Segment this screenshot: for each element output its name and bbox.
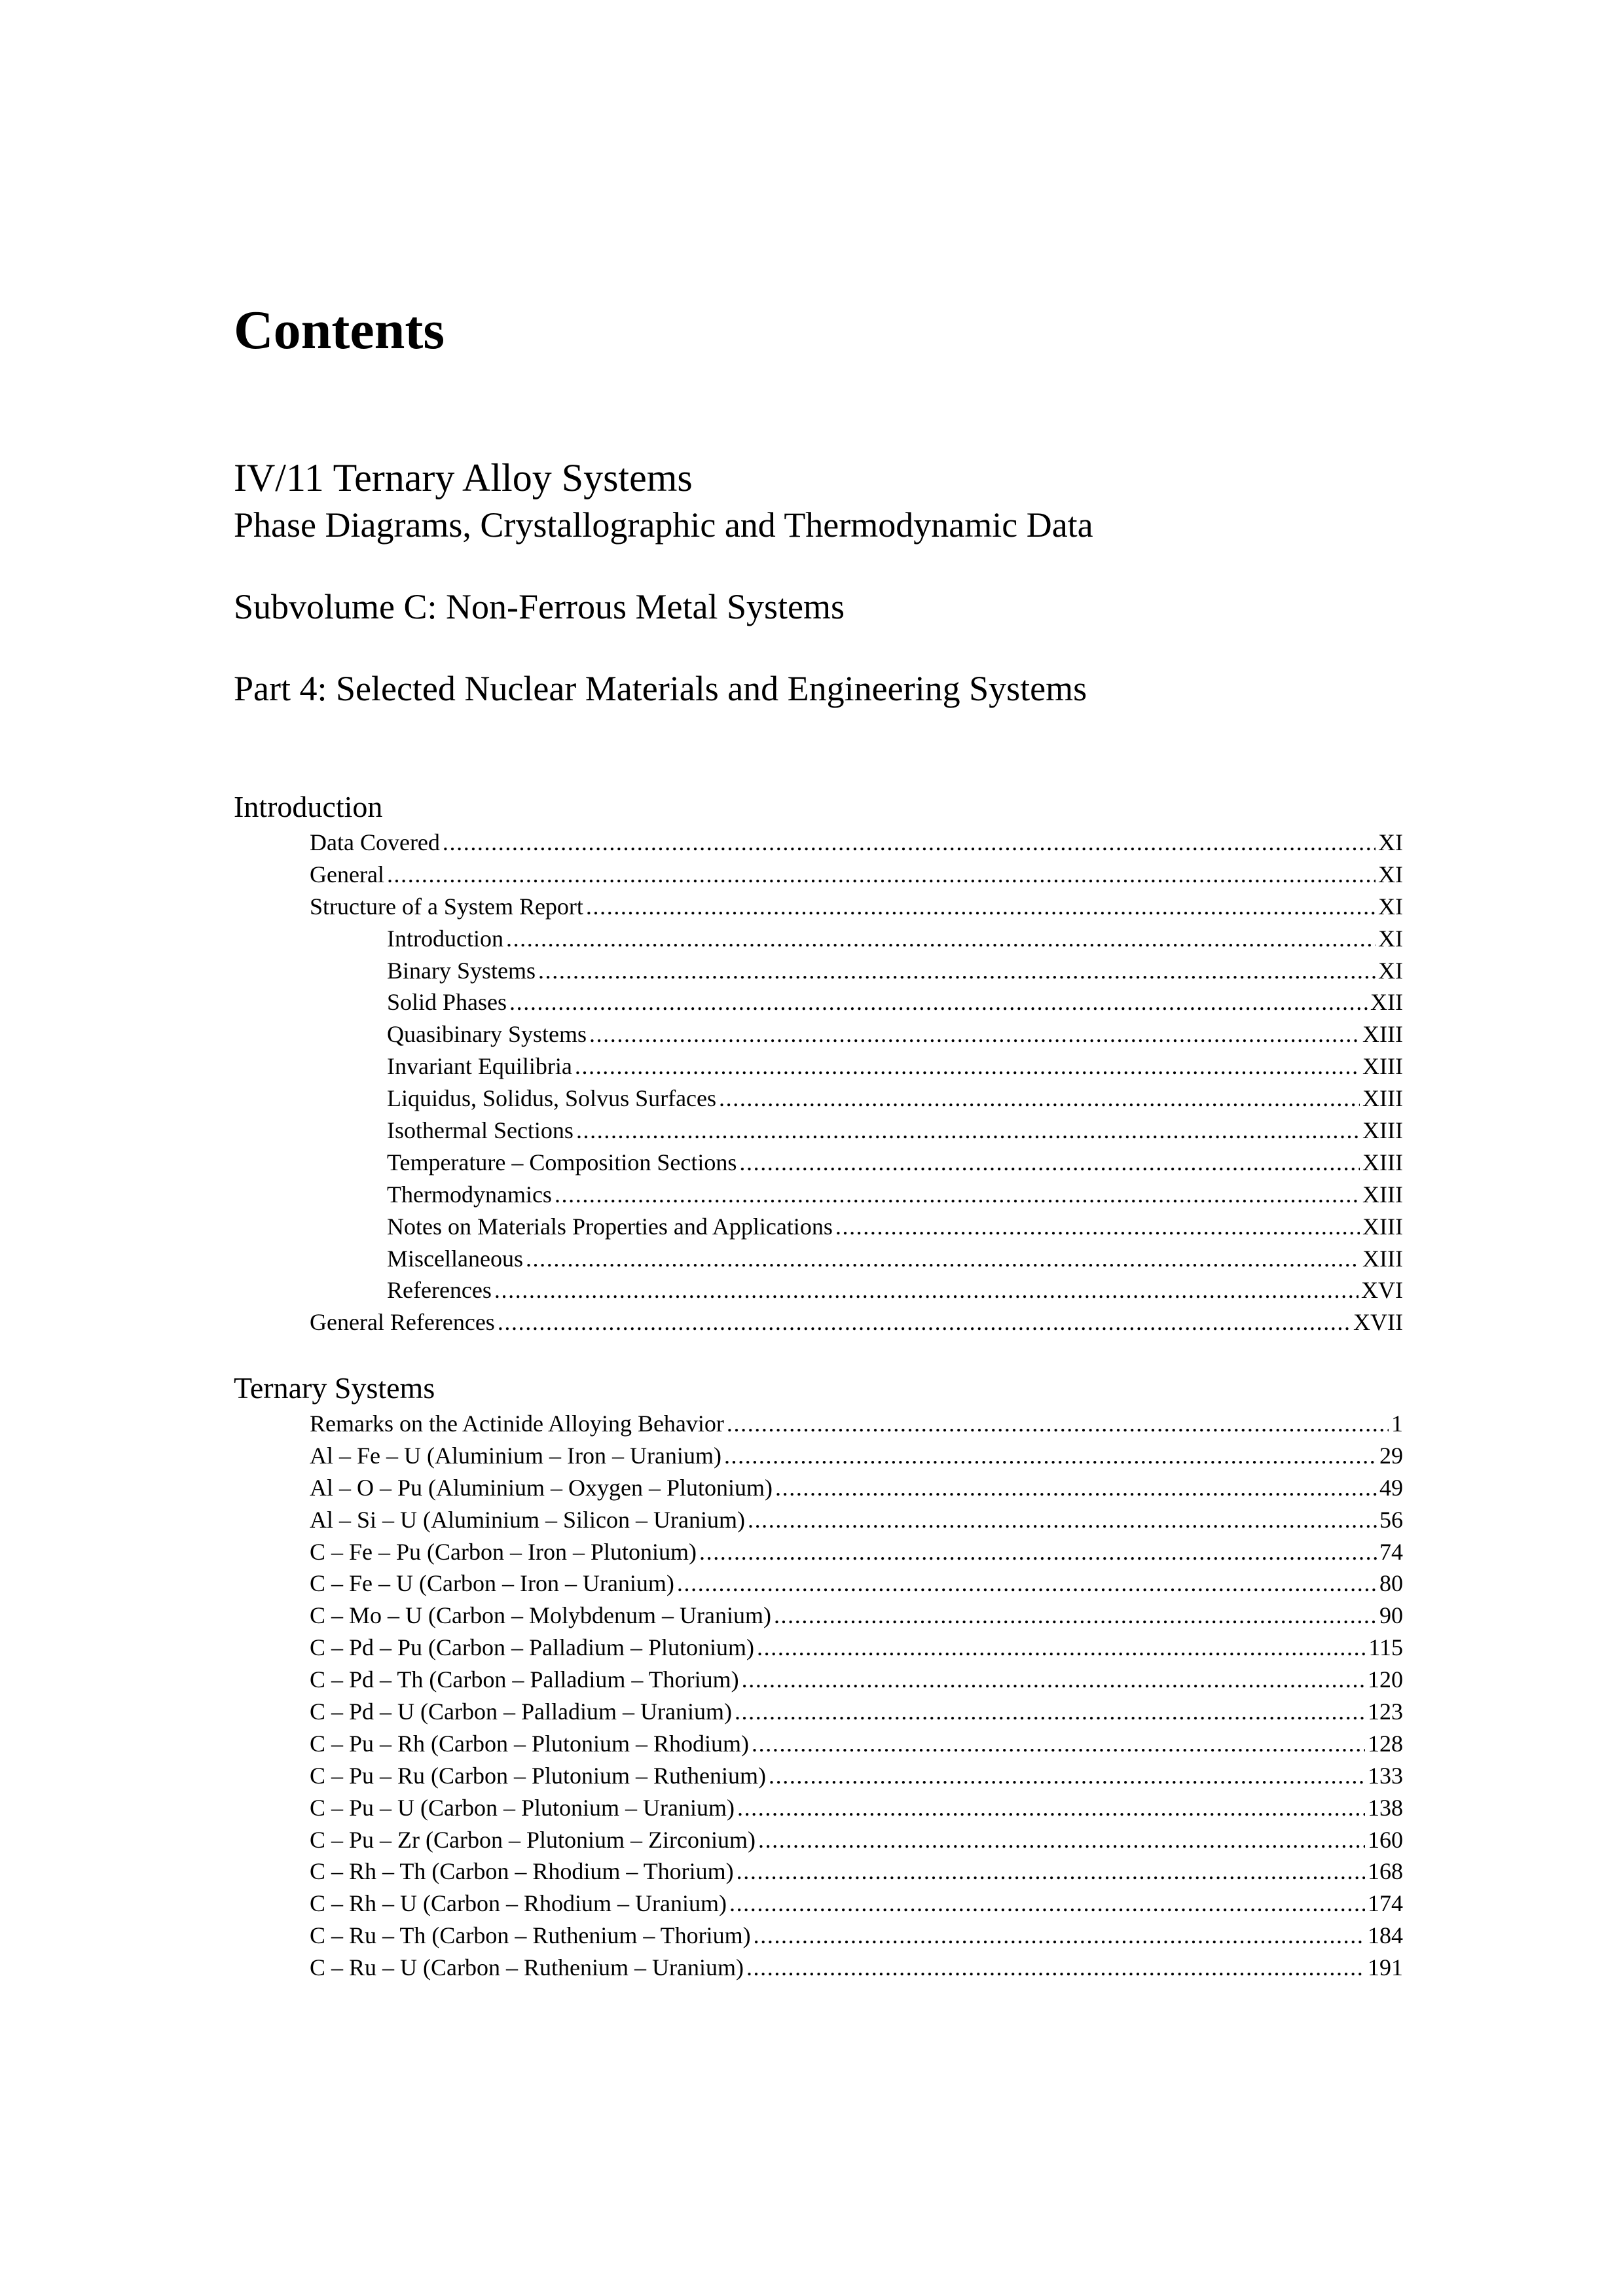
section-heading-introduction: Introduction xyxy=(234,790,383,823)
dot-leader xyxy=(748,1504,1377,1536)
toc-entry[interactable] xyxy=(310,1306,1403,1338)
toc-entry-label: Structure of a System Report xyxy=(310,893,583,920)
toc-entry-label: Notes on Materials Properties and Applications xyxy=(387,1213,833,1240)
dot-leader xyxy=(752,1728,1365,1760)
toc-entry[interactable] xyxy=(310,1440,1403,1472)
dot-leader xyxy=(576,1115,1360,1147)
dot-leader xyxy=(719,1083,1360,1115)
toc-entry-label: Introduction xyxy=(387,925,503,952)
dot-leader xyxy=(586,891,1376,923)
toc-entry-label: C – Ru – U (Carbon – Ruthenium – Uranium) xyxy=(310,1954,744,1981)
toc-entry-page-number: 184 xyxy=(1368,1922,1403,1949)
dot-leader xyxy=(538,955,1376,987)
part-title: Part 4: Selected Nuclear Materials and Engineering Systems xyxy=(234,669,1087,708)
dot-leader xyxy=(746,1952,1365,1984)
toc-entry-label: Temperature – Composition Sections xyxy=(387,1149,737,1175)
toc-entry[interactable] xyxy=(387,1147,1403,1179)
toc-entry-page-number: XIII xyxy=(1362,1181,1403,1208)
toc-entry-page-number: 168 xyxy=(1368,1858,1403,1885)
toc-entry-label: Al – O – Pu (Aluminium – Oxygen – Plutonium) xyxy=(310,1474,773,1501)
toc-entry[interactable] xyxy=(310,1536,1403,1568)
dot-leader xyxy=(774,1600,1377,1632)
dot-leader xyxy=(757,1632,1366,1664)
dot-leader xyxy=(742,1664,1365,1696)
toc-entry-label: C – Pu – Zr (Carbon – Plutonium – Zirconium) xyxy=(310,1826,756,1853)
dot-leader xyxy=(737,1792,1365,1824)
toc-entry[interactable] xyxy=(310,1600,1403,1632)
toc-list-introduction xyxy=(0,827,1623,1338)
dot-leader xyxy=(677,1568,1377,1600)
toc-entry-label: References xyxy=(387,1277,492,1304)
toc-entry-label: C – Fe – U (Carbon – Iron – Uranium) xyxy=(310,1570,674,1597)
toc-entry-page-number: 49 xyxy=(1379,1474,1403,1501)
toc-entry-page-number: XVII xyxy=(1353,1309,1403,1336)
toc-entry-page-number: XII xyxy=(1370,989,1403,1016)
toc-entry[interactable] xyxy=(310,1920,1403,1952)
toc-entry[interactable] xyxy=(310,859,1403,891)
dot-leader xyxy=(737,1856,1365,1888)
page-title: Contents xyxy=(234,300,445,361)
section-heading-ternary-systems: Ternary Systems xyxy=(234,1371,435,1405)
toc-entry[interactable] xyxy=(310,1568,1403,1600)
toc-entry-label: C – Pd – Th (Carbon – Palladium – Thorium) xyxy=(310,1666,739,1693)
toc-entry-label: C – Ru – Th (Carbon – Ruthenium – Thorium) xyxy=(310,1922,751,1949)
toc-entry-page-number: 160 xyxy=(1368,1826,1403,1853)
toc-list-ternary-systems xyxy=(0,1408,1623,1984)
dot-leader xyxy=(699,1536,1377,1568)
volume-subtitle: Phase Diagrams, Crystallographic and Thermodynamic Data xyxy=(234,505,1093,545)
toc-entry-label: General xyxy=(310,861,384,888)
toc-entry-label: C – Pu – Ru (Carbon – Plutonium – Ruthenium) xyxy=(310,1762,767,1789)
toc-entry-page-number: XIII xyxy=(1362,1213,1403,1240)
dot-leader xyxy=(526,1243,1360,1275)
toc-entry-label: C – Pd – Pu (Carbon – Palladium – Plutonium) xyxy=(310,1634,755,1661)
toc-entry-page-number: 74 xyxy=(1379,1538,1403,1565)
toc-entry[interactable] xyxy=(387,1274,1403,1306)
toc-entry-label: C – Pu – Rh (Carbon – Plutonium – Rhodium) xyxy=(310,1730,750,1757)
toc-entry[interactable] xyxy=(310,1632,1403,1664)
subvolume-title: Subvolume C: Non-Ferrous Metal Systems xyxy=(234,587,845,626)
toc-entry-label: Thermodynamics xyxy=(387,1181,552,1208)
dot-leader xyxy=(735,1696,1365,1728)
toc-entry-page-number: 1 xyxy=(1391,1410,1403,1437)
toc-entry-page-number: 133 xyxy=(1368,1762,1403,1789)
toc-entry[interactable] xyxy=(387,1211,1403,1243)
toc-entry-label: Al – Si – U (Aluminium – Silicon – Uranium) xyxy=(310,1506,745,1533)
toc-entry-page-number: XIII xyxy=(1362,1021,1403,1048)
toc-entry-page-number: XI xyxy=(1378,957,1403,984)
toc-entry[interactable] xyxy=(387,1243,1403,1275)
toc-entry-label: C – Fe – Pu (Carbon – Iron – Plutonium) xyxy=(310,1538,697,1565)
toc-entry[interactable] xyxy=(310,891,1403,923)
dot-leader xyxy=(443,827,1376,859)
toc-entry-page-number: 80 xyxy=(1379,1570,1403,1597)
toc-entry[interactable] xyxy=(310,1664,1403,1696)
toc-entry-page-number: XIII xyxy=(1362,1117,1403,1144)
toc-entry-page-number: XIII xyxy=(1362,1245,1403,1272)
toc-entry-page-number: 138 xyxy=(1368,1794,1403,1821)
toc-entry-label: Al – Fe – U (Aluminium – Iron – Uranium) xyxy=(310,1442,721,1469)
toc-entry[interactable] xyxy=(310,1728,1403,1760)
dot-leader xyxy=(498,1306,1351,1338)
toc-entry-page-number: XI xyxy=(1378,925,1403,952)
dot-leader xyxy=(575,1050,1360,1083)
toc-entry[interactable] xyxy=(387,986,1403,1018)
toc-entry[interactable] xyxy=(387,955,1403,987)
toc-entry-page-number: XI xyxy=(1378,893,1403,920)
volume-title: IV/11 Ternary Alloy Systems xyxy=(234,456,693,499)
toc-entry-page-number: XVI xyxy=(1361,1277,1403,1304)
dot-leader xyxy=(494,1274,1359,1306)
toc-entry[interactable] xyxy=(310,1504,1403,1536)
toc-entry-page-number: XIII xyxy=(1362,1085,1403,1112)
toc-entry-page-number: 29 xyxy=(1379,1442,1403,1469)
dot-leader xyxy=(754,1920,1365,1952)
toc-entry-label: Quasibinary Systems xyxy=(387,1021,587,1048)
toc-entry-page-number: 123 xyxy=(1368,1698,1403,1725)
toc-entry[interactable] xyxy=(310,1856,1403,1888)
toc-entry-page-number: 128 xyxy=(1368,1730,1403,1757)
toc-entry[interactable] xyxy=(310,1408,1403,1440)
dot-leader xyxy=(769,1760,1365,1792)
toc-entry-label: Binary Systems xyxy=(387,957,536,984)
toc-entry[interactable] xyxy=(387,1115,1403,1147)
toc-entry-label: C – Rh – U (Carbon – Rhodium – Uranium) xyxy=(310,1890,727,1917)
toc-entry-label: Miscellaneous xyxy=(387,1245,523,1272)
toc-entry-page-number: 174 xyxy=(1368,1890,1403,1917)
toc-entry[interactable] xyxy=(310,1472,1403,1504)
toc-entry-label: General References xyxy=(310,1309,495,1336)
toc-entry-label: Solid Phases xyxy=(387,989,507,1016)
toc-entry-label: Isothermal Sections xyxy=(387,1117,574,1144)
toc-entry[interactable] xyxy=(310,1888,1403,1920)
toc-entry-label: Liquidus, Solidus, Solvus Surfaces xyxy=(387,1085,717,1112)
dot-leader xyxy=(739,1147,1360,1179)
toc-entry[interactable] xyxy=(387,1179,1403,1211)
toc-entry-page-number: XIII xyxy=(1362,1149,1403,1175)
dot-leader xyxy=(387,859,1376,891)
toc-entry-page-number: XIII xyxy=(1362,1053,1403,1080)
toc-entry[interactable] xyxy=(387,1050,1403,1083)
toc-entry-page-number: XI xyxy=(1378,861,1403,888)
toc-entry-page-number: 56 xyxy=(1379,1506,1403,1533)
dot-leader xyxy=(589,1018,1360,1050)
dot-leader xyxy=(724,1440,1377,1472)
toc-entry[interactable] xyxy=(387,1083,1403,1115)
toc-entry-label: Data Covered xyxy=(310,829,440,855)
dot-leader xyxy=(758,1824,1365,1856)
toc-entry[interactable] xyxy=(387,923,1403,955)
toc-entry[interactable] xyxy=(310,1792,1403,1824)
toc-entry[interactable] xyxy=(310,827,1403,859)
dot-leader xyxy=(727,1408,1389,1440)
toc-entry-page-number: XI xyxy=(1378,829,1403,855)
toc-entry-page-number: 115 xyxy=(1368,1634,1403,1661)
dot-leader xyxy=(775,1472,1377,1504)
toc-entry-label: C – Pu – U (Carbon – Plutonium – Uranium) xyxy=(310,1794,735,1821)
toc-entry-page-number: 191 xyxy=(1368,1954,1403,1981)
dot-leader xyxy=(506,923,1376,955)
toc-entry[interactable] xyxy=(310,1952,1403,1984)
toc-entry[interactable] xyxy=(310,1760,1403,1792)
dot-leader xyxy=(835,1211,1360,1243)
dot-leader xyxy=(555,1179,1360,1211)
toc-entry-page-number: 120 xyxy=(1368,1666,1403,1693)
dot-leader xyxy=(509,986,1368,1018)
toc-entry[interactable] xyxy=(310,1696,1403,1728)
toc-entry[interactable] xyxy=(310,1824,1403,1856)
toc-entry-label: Invariant Equilibria xyxy=(387,1053,572,1080)
dot-leader xyxy=(729,1888,1365,1920)
toc-entry-label: C – Pd – U (Carbon – Palladium – Uranium) xyxy=(310,1698,732,1725)
toc-entry-label: C – Mo – U (Carbon – Molybdenum – Uranium) xyxy=(310,1602,771,1629)
toc-entry-page-number: 90 xyxy=(1379,1602,1403,1629)
toc-entry-label: C – Rh – Th (Carbon – Rhodium – Thorium) xyxy=(310,1858,734,1885)
toc-entry[interactable] xyxy=(387,1018,1403,1050)
toc-entry-label: Remarks on the Actinide Alloying Behavior xyxy=(310,1410,724,1437)
